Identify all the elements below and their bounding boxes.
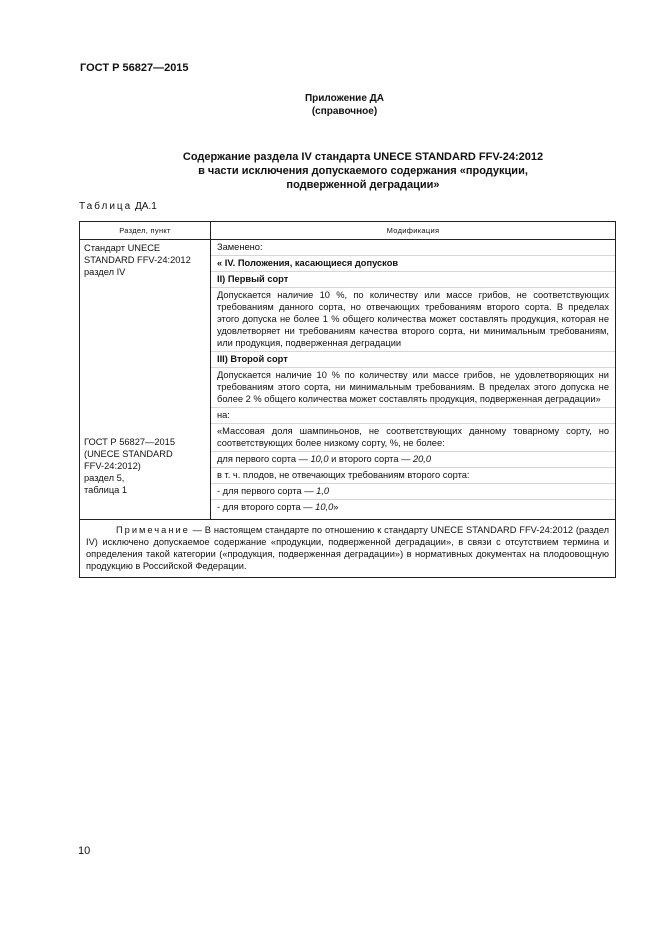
second-grade-text: Допускается наличие 10 % по количеству или массе грибов, не удовлетворяющих ни требованиям этого сорта, ни минимальным требованиям. В пределах этого допуска не более 2 % общего количества может составлять продукция, подверженная деградации»	[211, 368, 615, 408]
ref-line: раздел IV	[84, 267, 126, 277]
ref-line: раздел 5,	[84, 473, 125, 483]
table-caption-word: Таблица	[79, 201, 133, 212]
document-id-header: ГОСТ Р 56827—2015	[80, 62, 189, 74]
ref-line: ГОСТ Р 56827—2015	[84, 437, 176, 447]
second-grade-value: 20,0	[412, 454, 432, 464]
tolerance-section-heading: « IV. Положения, касающиеся допусков	[211, 256, 615, 272]
section-title	[80, 150, 626, 192]
text-fragment: - для второго сорта —	[217, 502, 316, 512]
section-title-line-1: Содержание раздела IV стандарта UNECE STANDARD FFV-24:2012	[182, 151, 544, 163]
grade-values-line	[211, 452, 615, 468]
table-caption	[79, 201, 157, 212]
modification-cell	[211, 240, 616, 520]
text-fragment: и второго сорта —	[328, 454, 413, 464]
gost-reference	[84, 436, 175, 496]
including-text: в т. ч. плодов, не отвечающих требованиям второго сорта:	[211, 468, 615, 484]
new-text: «Массовая доля шампиньонов, не соответствующих данному товарному сорту, но соответствующих более низкому сорту, %, не более:	[211, 424, 615, 452]
note-text: — В настоящем стандарте по отношению к стандарту UNECE STANDARD FFV-24:2012 (раздел IV) исключено допускаемое содержание «продукции, подверженной деградации», в связи с отсутствием термина и определения такой категории («продукция, подверженная деградации») в нормативных документах на плодоовощную продукцию в Российской Федерации.	[86, 525, 609, 571]
page-number: 10	[78, 845, 91, 857]
text-fragment: »	[333, 502, 339, 512]
second-grade-heading: III) Второй сорт	[211, 352, 615, 368]
text-fragment: - для первого сорта —	[217, 486, 317, 496]
ref-line: STANDARD FFV-24:2012	[84, 255, 191, 265]
comparison-table	[79, 221, 616, 578]
bullet-first-value: 1,0	[316, 486, 330, 496]
bullet-first-grade	[211, 484, 615, 500]
on-label: на:	[211, 408, 615, 424]
appendix-title: Приложение ДА	[304, 93, 385, 104]
table-caption-number: ДА.1	[132, 201, 157, 212]
first-grade-text: Допускается наличие 10 %, по количеству или массе грибов, не соответствующих требованиям данного сорта, но отвечающих требованиям второго сорта. В пределах этого допуска не более 1 % общего количества может составлять продукция, которая не удовлетворяет ни требованиям качества второго сорта, ни минимальным требованиям, или продукция, подверженная деградации	[211, 288, 615, 352]
unece-reference	[84, 242, 206, 278]
table-body-row	[80, 240, 616, 520]
header-modification: Модификация	[211, 222, 616, 240]
ref-line: (UNECE STANDARD	[84, 449, 173, 459]
text-fragment: для первого сорта —	[217, 454, 311, 464]
bullet-second-grade	[211, 500, 615, 515]
table-note-row	[80, 520, 616, 578]
bullet-second-value: 10,0	[315, 502, 334, 512]
ref-line: Стандарт UNECE	[84, 243, 161, 253]
table-header-row	[80, 222, 616, 240]
replaced-label: Заменено:	[211, 240, 615, 256]
section-cell	[80, 240, 211, 520]
ref-line: FFV-24:2012)	[84, 461, 141, 471]
first-grade-value: 10,0	[310, 454, 329, 464]
section-title-line-2: в части исключения допускаемого содержания «продукции,	[198, 165, 528, 177]
appendix-subtitle: (справочное)	[311, 106, 378, 117]
first-grade-heading: II) Первый сорт	[211, 272, 615, 288]
ref-line: таблица 1	[84, 485, 128, 495]
note-cell	[80, 520, 616, 578]
section-title-line-3: подверженной деградации»	[286, 179, 440, 191]
appendix-heading	[0, 92, 661, 118]
header-section-point: Раздел, пункт	[80, 222, 211, 240]
note-label: Примечание	[116, 525, 190, 535]
